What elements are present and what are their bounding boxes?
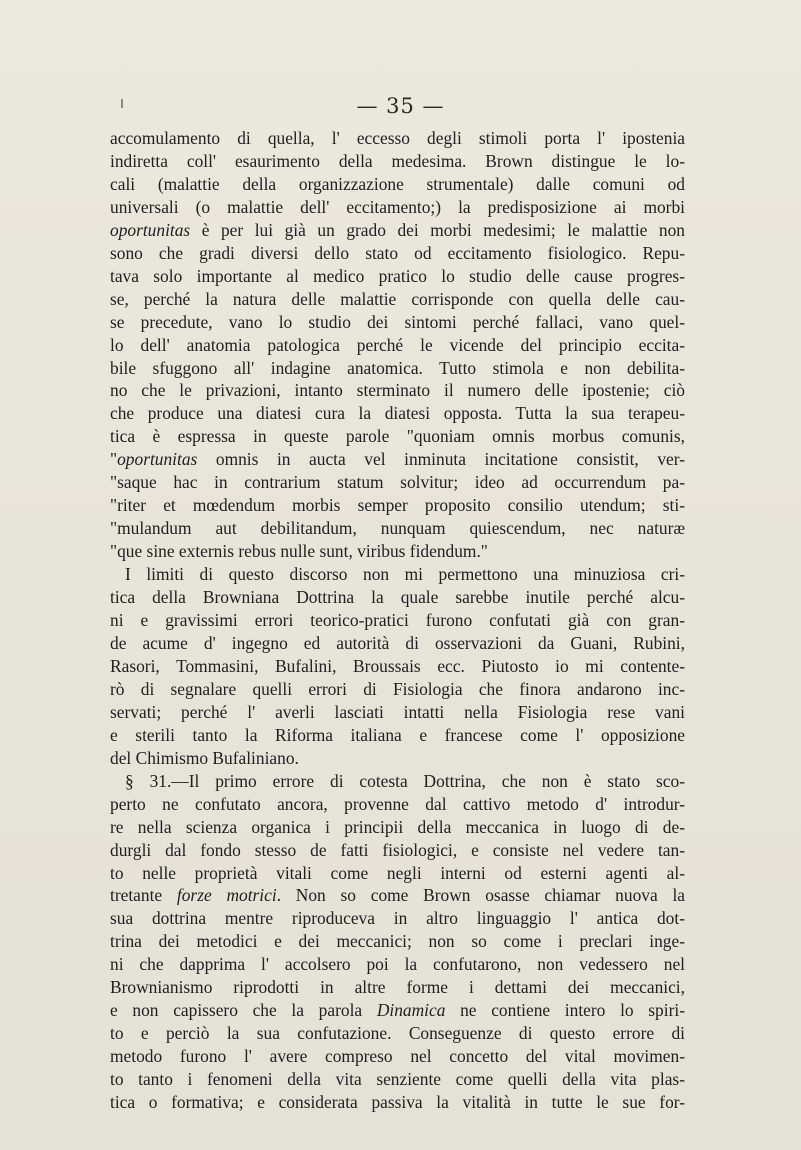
text-line: to tanto i fenomeni della vita senziente come quelli della vita plas-: [110, 1069, 685, 1090]
text-line: tica della Browniana Dottrina la quale sarebbe inutile perché alcu-: [110, 587, 685, 608]
text-line: cali (malattie della organizzazione strumentale) dalle comuni od: [110, 173, 685, 194]
page-number: — 35 —: [356, 94, 445, 118]
text-line: de acume d' ingegno ed autorità di osservazioni da Guani, Rubini,: [110, 632, 685, 653]
text-line: Brownianismo riprodotti in altre forme i dettami dei meccanici,: [110, 977, 685, 998]
text-line: "mulandum aut debilitandum, nunquam quiescendum, nec naturæ: [110, 518, 685, 539]
text-line: del Chimismo Bufaliniano.: [110, 747, 299, 768]
text-line: che produce una diatesi cura la diatesi opposta. Tutta la sua terapeu-: [110, 403, 685, 424]
text-line: § 31.—Il primo errore di cotesta Dottrina, che non è stato sco-: [125, 770, 685, 791]
text-line: perto ne confutato ancora, provenne dal cattivo metodo d' introdur-: [110, 793, 685, 814]
text-line: to nelle proprietà vitali come negli interni od esterni agenti al-: [110, 862, 685, 883]
body-text: [110, 127, 685, 1114]
text-line: ni e gravissimi errori teorico-pratici furono confutati già con gran-: [110, 610, 685, 631]
text-line: metodo furono l' avere compreso nel concetto del vital movimen-: [110, 1046, 685, 1067]
text-line: bile sfuggono all' indagine anatomica. Tutto stimola e non debilita-: [110, 357, 685, 378]
text-line: rò di segnalare quelli errori di Fisiologia che finora andarono inc-: [110, 678, 685, 699]
text-line: e non capissero che la parola Dinamica ne contiene intero lo spiri-: [110, 1000, 685, 1021]
text-line: sua dottrina mentre riproduceva in altro linguaggio l' antica dot-: [110, 908, 685, 929]
text-line: sono che gradi diversi dello stato od eccitamento fisiologico. Repu-: [110, 242, 685, 263]
text-line: trina dei metodici e dei meccanici; non so come i preclari inge-: [110, 931, 685, 952]
text-line: tava solo importante al medico pratico lo studio delle cause progres-: [110, 265, 685, 286]
text-line: tica o formativa; e considerata passiva la vitalità in tutte le sue for-: [110, 1092, 685, 1113]
text-line: no che le privazioni, intanto sterminato il numero delle ipostenie; ciò: [110, 380, 685, 401]
text-line: lo dell' anatomia patologica perché le vicende del principio eccita-: [110, 334, 685, 355]
text-line: universali (o malattie dell' eccitamento;) la predisposizione ai morbi: [110, 196, 685, 217]
text-line: re nella scienza organica i principii della meccanica in luogo di de-: [110, 816, 685, 837]
text-line: servati; perché l' averli lasciati intatti nella Fisiologia rese vani: [110, 701, 685, 722]
text-line: ni che dapprima l' accolsero poi la confutarono, non vedessero nel: [110, 954, 685, 975]
text-line: e sterili tanto la Riforma italiana e francese come l' opposizione: [110, 724, 685, 745]
text-line: indiretta coll' esaurimento della medesima. Brown distingue le lo-: [110, 150, 685, 171]
text-line: oportunitas è per lui già un grado dei morbi medesimi; le malattie non: [110, 219, 685, 240]
text-line: se, perché la natura delle malattie corrisponde con quella delle cau-: [110, 288, 685, 309]
text-line: accomulamento di quella, l' eccesso degli stimoli porta l' ipostenia: [110, 128, 685, 148]
text-line: I limiti di questo discorso non mi permettono una minuziosa cri-: [125, 564, 685, 585]
text-line: to e perciò la sua confutazione. Conseguenze di questo errore di: [110, 1023, 685, 1044]
text-line: tretante forze motrici. Non so come Brown osasse chiamar nuova la: [110, 885, 685, 906]
text-line: Rasori, Tommasini, Bufalini, Broussais ecc. Piutosto io mi contente-: [110, 655, 685, 676]
text-line: tica è espressa in queste parole "quoniam omnis morbus comunis,: [110, 426, 685, 447]
text-line: "que sine externis rebus nulle sunt, viribus fidendum.": [110, 541, 488, 562]
text-line: "oportunitas omnis in aucta vel inminuta incitatione consistit, ver-: [110, 449, 685, 470]
text-line: se precedute, vano lo studio dei sintomi perché fallaci, vano quel-: [110, 311, 685, 332]
text-line: durgli dal fondo stesso de fatti fisiologici, e consiste nel vedere tan-: [110, 839, 685, 860]
text-line: "saque hac in contrarium statum solvitur; ideo ad occurrendum pa-: [110, 472, 685, 493]
text-line: "riter et mœdendum morbis semper proposito consilio utendum; sti-: [110, 495, 685, 516]
